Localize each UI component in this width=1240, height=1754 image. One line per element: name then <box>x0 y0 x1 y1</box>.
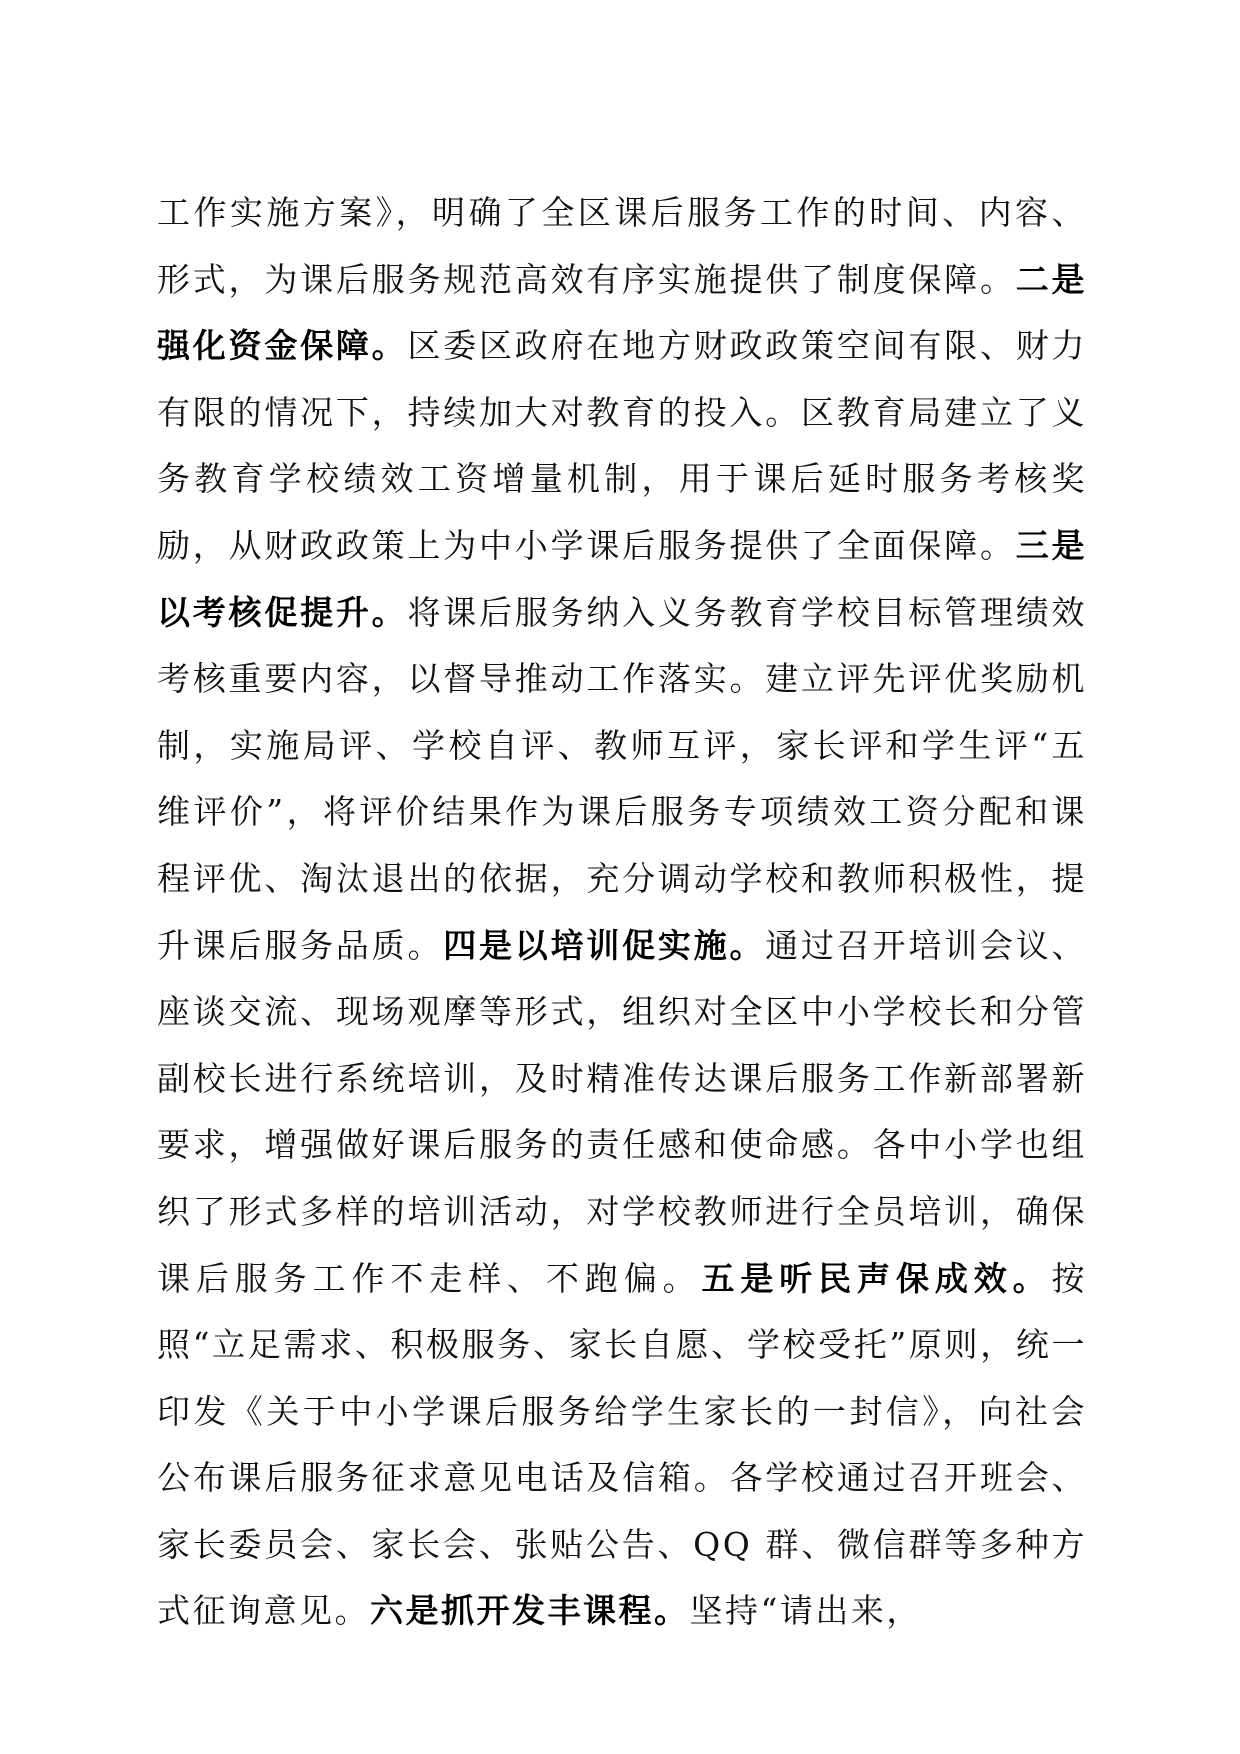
section-heading-6: 六是抓开发丰课程。 <box>370 1591 690 1631</box>
section-heading-5: 五是听民声保成效。 <box>701 1258 1052 1298</box>
text-segment: 通过召开培训会议、座谈交流、现场观摩等形式，组织对全区中小学校长和分管副校长进行系统培训，及时精准传达课后服务工作新部署新要求，增强做好课后服务的责任感和使命感。各中小学也组织了形式多样的培训活动，对学校教师进行全员培训，确保课后服务工作不走样、不跑偏。 <box>157 925 1088 1298</box>
text-segment: 将课后服务纳入义务教育学校目标管理绩效考核重要内容，以督导推动工作落实。建立评先评优奖励机制，实施局评、学校自评、教师互评，家长评和学生评“五维评价”，将评价结果作为课后服务专项绩效工资分配和课程评优、淘汰退出的依据，充分调动学校和教师积极性，提升课后服务品质。 <box>157 592 1088 965</box>
body-paragraph <box>157 180 1087 1645</box>
text-segment: 按照“立足需求、积极服务、家长自愿、学校受托”原则，统一印发《关于中小学课后服务给学生家长的一封信》，向社会公布课后服务征求意见电话及信箱。各学校通过召开班会、家长委员会、家长会、张贴公告、QQ 群、微信群等多种方式征询意见。 <box>157 1258 1088 1631</box>
section-heading-3: 三是以考核促提升。 <box>157 525 1088 632</box>
section-heading-4: 四是以培训促实施。 <box>443 925 766 965</box>
text-segment: 坚持“请出来， <box>689 1591 922 1631</box>
section-heading-2: 二是强化资金保障。 <box>157 259 1088 366</box>
text-segment: 区委区政府在地方财政政策空间有限、财力有限的情况下，持续加大对教育的投入。区教育局建立了义务教育学校绩效工资增量机制，用于课后延时服务考核奖励，从财政政策上为中小学课后服务提供了全面保障。 <box>157 326 1088 565</box>
text-segment: 工作实施方案》，明确了全区课后服务工作的时间、内容、形式，为课后服务规范高效有序实施提供了制度保障。 <box>157 193 1087 299</box>
